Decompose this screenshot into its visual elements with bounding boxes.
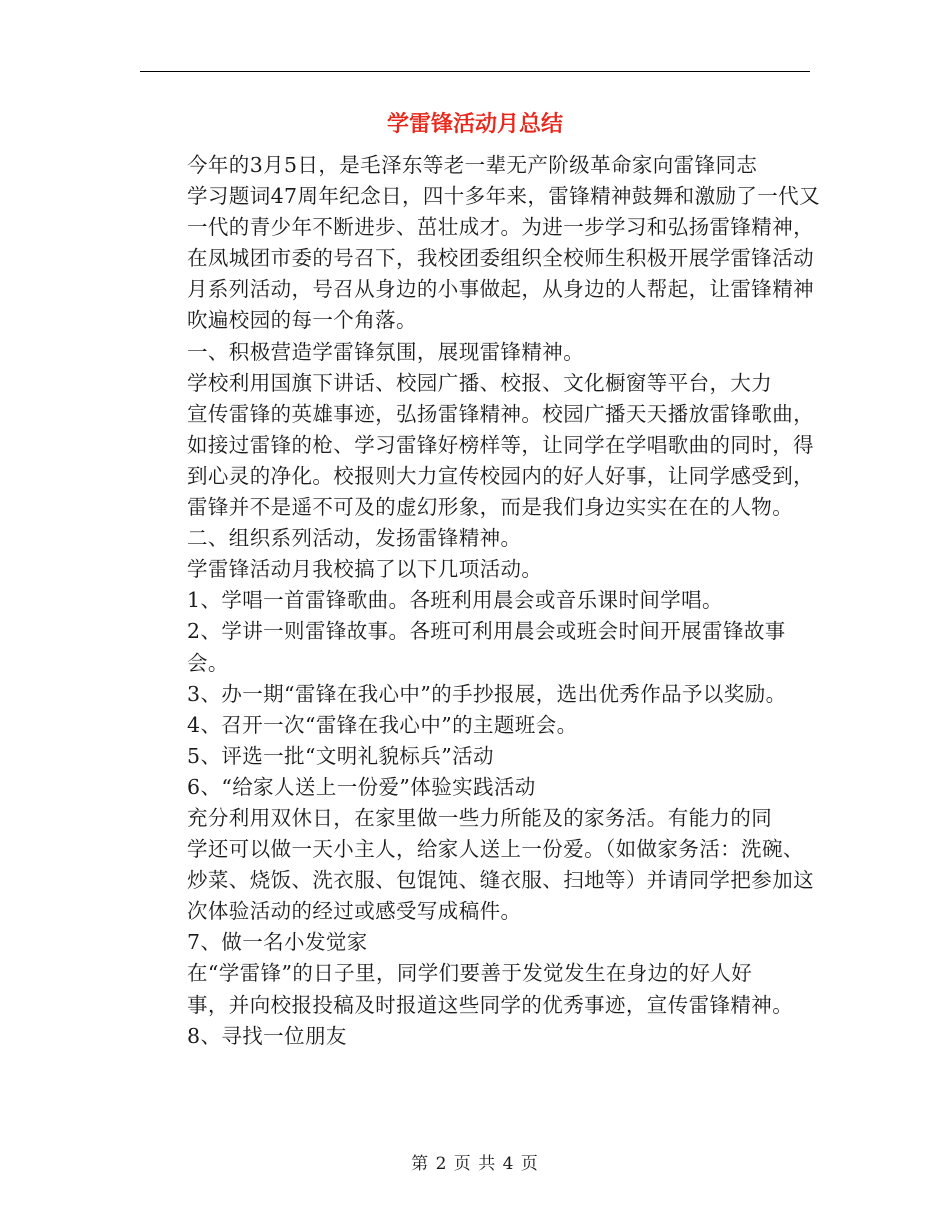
paragraph <box>142 927 812 958</box>
paragraph-line: 8、寻找一位朋友 <box>187 1023 347 1048</box>
paragraph <box>142 772 812 803</box>
paragraph-line: 今年的3月5日，是毛泽东等老一辈无产阶级革命家向雷锋同志 <box>187 153 758 177</box>
paragraph <box>142 803 812 927</box>
paragraph-line: 在“学雷锋”的日子里，同学们要善于发觉发生在身边的好人好 <box>187 961 753 986</box>
paragraph-line: 二、组织系列活动，发扬雷锋精神。 <box>187 526 522 551</box>
paragraph <box>142 585 812 616</box>
paragraph-line: 一、积极营造学雷锋氛围，展现雷锋精神。 <box>187 339 585 364</box>
paragraph-line: 4、召开一次“雷锋在我心中”的主题班会。 <box>187 712 578 737</box>
header-rule <box>140 71 810 72</box>
document-body <box>142 150 820 1052</box>
paragraph <box>142 1021 812 1052</box>
paragraph-line: 宣传雷锋的英雄事迹，弘扬雷锋精神。校园广播天天播放雷锋歌曲， <box>187 401 814 426</box>
paragraph-line: 6、“给家人送上一份爱”体验实践活动 <box>187 774 536 799</box>
paragraph-line: 学习题词47周年纪念日，四十多年来，雷锋精神鼓舞和激励了一代又 <box>187 184 820 209</box>
paragraph-line: 7、做一名小发觉家 <box>187 930 368 955</box>
document-title: 学雷锋活动月总结 <box>386 112 563 137</box>
paragraph <box>142 958 812 1020</box>
paragraph-line: 学校利用国旗下讲话、校园广播、校报、文化橱窗等平台，大力 <box>187 370 773 395</box>
paragraph <box>142 523 812 554</box>
paragraph-line: 3、办一期“雷锋在我心中”的手抄报展，选出优秀作品予以奖励。 <box>187 681 787 706</box>
paragraph-line: 月系列活动，号召从身边的小事做起，从身边的人帮起，让雷锋精神 <box>187 277 814 302</box>
paragraph-line: 雷锋并不是遥不可及的虚幻形象，而是我们身边实实在在的人物。 <box>187 495 794 520</box>
paragraph-line: 会。 <box>187 650 229 675</box>
paragraph <box>142 679 812 710</box>
paragraph-line: 次体验活动的经过或感受写成稿件。 <box>187 899 522 924</box>
paragraph-line: 炒菜、烧饭、洗衣服、包馄饨、缝衣服、扫地等）并请同学把参加这 <box>187 868 814 893</box>
paragraph-line: 学雷锋活动月我校搞了以下几项活动。 <box>187 557 543 582</box>
paragraph-line: 吹遍校园的每一个角落。 <box>187 308 417 333</box>
paragraph-line: 1、学唱一首雷锋歌曲。各班利用晨会或音乐课时间学唱。 <box>187 588 723 613</box>
page-footer: 第 2 页 共 4 页 <box>411 1154 539 1174</box>
paragraph-line: 事，并向校报投稿及时报道这些同学的优秀事迹，宣传雷锋精神。 <box>187 992 794 1017</box>
paragraph <box>142 368 812 523</box>
paragraph-line: 2、学讲一则雷锋故事。各班可利用晨会或班会时间开展雷锋故事 <box>187 619 786 644</box>
paragraph <box>142 554 812 585</box>
paragraph <box>142 741 812 772</box>
paragraph <box>142 616 812 678</box>
paragraph <box>142 710 812 741</box>
paragraph-line: 5、评选一批“文明礼貌标兵”活动 <box>187 743 494 768</box>
paragraph <box>142 337 812 368</box>
paragraph-line: 如接过雷锋的枪、学习雷锋好榜样等，让同学在学唱歌曲的同时，得 <box>187 432 814 457</box>
paragraph-line: 到心灵的净化。校报则大力宣传校园内的好人好事，让同学感受到， <box>187 463 814 488</box>
paragraph <box>142 150 820 337</box>
paragraph-line: 在凤城团市委的号召下，我校团委组织全校师生积极开展学雷锋活动 <box>187 246 814 271</box>
paragraph-line: 充分利用双休日，在家里做一些力所能及的家务活。有能力的同 <box>187 805 773 830</box>
paragraph-line: 学还可以做一天小主人，给家人送上一份爱。（如做家务活：洗碗、 <box>187 837 804 862</box>
paragraph-line: 一代的青少年不断进步、茁壮成才。为进一步学习和弘扬雷锋精神， <box>187 215 814 240</box>
